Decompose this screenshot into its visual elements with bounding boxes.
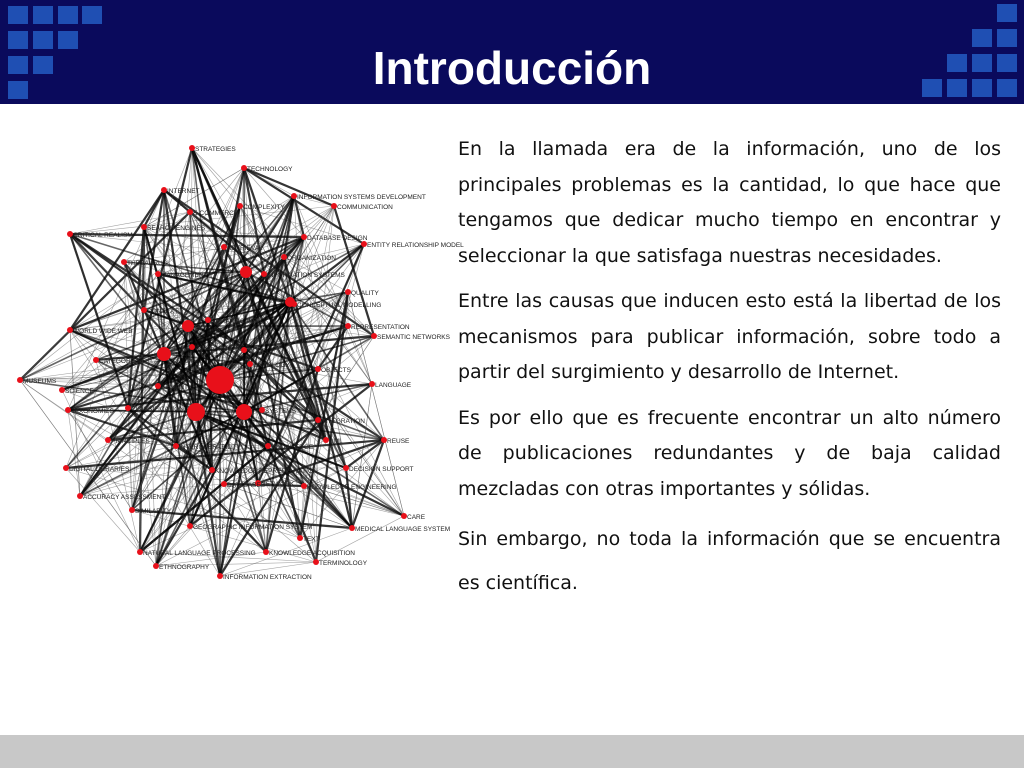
network-label: OBJECTS bbox=[321, 367, 351, 374]
network-label: CONCEPTUAL MODELLING bbox=[297, 302, 382, 309]
network-label: TAXONOMIES bbox=[71, 408, 114, 415]
network-label: ORGANIZATION bbox=[287, 255, 336, 262]
network-label: INTEGRATION bbox=[321, 418, 365, 425]
network-node bbox=[240, 266, 252, 278]
network-label: E-COMMERCE bbox=[193, 210, 239, 217]
network-node bbox=[206, 366, 234, 394]
network-label: TECHNOLOGY bbox=[247, 166, 293, 173]
network-label: SEMANTICS bbox=[161, 384, 199, 391]
network-label: KNOWLEDGE bbox=[271, 444, 314, 451]
network-label: TEXT bbox=[303, 536, 320, 543]
network-graph-image bbox=[8, 130, 464, 585]
network-label: INFORMATION SYSTEMS DEVELOPMENT bbox=[297, 194, 426, 201]
network-label: GEOGRAPHIC INFORMATION SYSTEM bbox=[193, 524, 313, 531]
network-label: COMPLEXITY bbox=[243, 204, 285, 211]
paragraph-3: Es por ello que es frecuente encontrar un alto número de publicaciones redundantes y de baja calidad mezcladas con otras importantes y sólidas. bbox=[458, 406, 1001, 500]
network-label: INTERNET bbox=[167, 188, 200, 195]
network-label: SYSTEMS bbox=[265, 408, 297, 415]
network-label: KNOWLEDGE ACQUISITION bbox=[269, 550, 355, 557]
paragraph-2: Entre las causas que inducen esto está la libertad de los mecanismos para publicar información, sobre todo a partir del surgimiento y desarrollo de Internet. bbox=[458, 290, 1001, 383]
network-label: WORLD WIDE WEB bbox=[73, 328, 133, 335]
network-label: MUSEUMS bbox=[23, 378, 57, 385]
network-label: NETWORK bbox=[261, 481, 295, 488]
network-label: MODEL bbox=[247, 348, 271, 355]
network-label: REPRESENTATION bbox=[351, 324, 410, 331]
slide-header bbox=[0, 0, 1024, 104]
network-label: INFORMATION bbox=[195, 345, 241, 352]
network-label: PRINCIPLES bbox=[111, 438, 150, 445]
network-label: QUALITY bbox=[351, 290, 379, 297]
network-label: NATURAL LANGUAGE PROCESSING bbox=[143, 550, 256, 557]
network-label: INFORMATION SYSTEMS bbox=[267, 272, 345, 279]
network-label: CARE bbox=[407, 514, 426, 521]
network-label: ONTOLOGY bbox=[253, 362, 290, 369]
network-label: MANAGEMENT bbox=[161, 272, 208, 279]
paragraph-4: Sin embargo, no toda la información que se encuentra es científica. bbox=[458, 528, 1001, 594]
paragraph-1: En la llamada era de la información, uno de los principales problemas es la cantidad, lo que hace que tengamos que dedicar mucho tiempo en encontrar y seleccionar la que satisfaga nuestras necesidades. bbox=[458, 138, 1001, 267]
slide-footer-bar bbox=[0, 735, 1024, 768]
network-node bbox=[182, 320, 194, 332]
network-label: DATABASE DESIGN bbox=[307, 235, 368, 242]
network-label: MEDICAL LANGUAGE SYSTEM bbox=[355, 526, 451, 533]
network-label: SCIENCE bbox=[65, 388, 94, 395]
network-label: RETRIEVAL bbox=[227, 245, 263, 252]
network-label: CRITICAL REALISM bbox=[73, 232, 133, 239]
network-label: DECISION SUPPORT bbox=[349, 466, 414, 473]
network-node bbox=[187, 403, 205, 421]
network-label: SEMANTIC NETWORKS bbox=[377, 334, 450, 341]
network-label: CONTEXT bbox=[147, 308, 179, 315]
network-label: ACCURACY ASSESSMENT bbox=[83, 494, 166, 501]
network-label: DIGITAL LIBRARIES bbox=[69, 466, 130, 473]
network-label: LANGUAGE bbox=[375, 382, 412, 389]
network-label: INFORMATION EXTRACTION bbox=[223, 574, 312, 581]
slide-body bbox=[458, 132, 1001, 615]
network-label: CATEGORIES bbox=[99, 358, 142, 365]
network-node bbox=[236, 404, 252, 420]
network-label: ETHNOGRAPHY bbox=[159, 564, 210, 571]
network-label: TERMINOLOGY bbox=[319, 560, 368, 567]
network-label: ENTITY RELATIONSHIP MODEL bbox=[367, 242, 464, 249]
network-label: UML bbox=[329, 438, 343, 445]
network-label: INTEROPERABILITY bbox=[179, 444, 242, 451]
network-edge bbox=[20, 330, 70, 380]
network-label: KNOWLEDGE REPRESENTATION bbox=[215, 468, 318, 475]
network-label: SIMILARITY bbox=[135, 508, 172, 515]
network-node bbox=[157, 347, 171, 361]
network-label: SEARCH ENGINES bbox=[147, 225, 206, 232]
slide-title: Introducción bbox=[372, 42, 652, 94]
network-label: CLASSIFICATION bbox=[131, 406, 184, 413]
network-label: SEMANTIC WEB bbox=[211, 318, 262, 325]
network-label: DATABASES bbox=[227, 482, 266, 489]
network-label: THESAURUS bbox=[127, 260, 168, 267]
network-node bbox=[285, 297, 295, 307]
network-label: COMMUNICATION bbox=[337, 204, 393, 211]
network-label: REUSE bbox=[387, 438, 410, 445]
network-label: STRATEGIES bbox=[195, 146, 236, 153]
network-label: KNOWLEDGE ENGINEERING bbox=[307, 484, 397, 491]
network-edge bbox=[66, 468, 140, 552]
